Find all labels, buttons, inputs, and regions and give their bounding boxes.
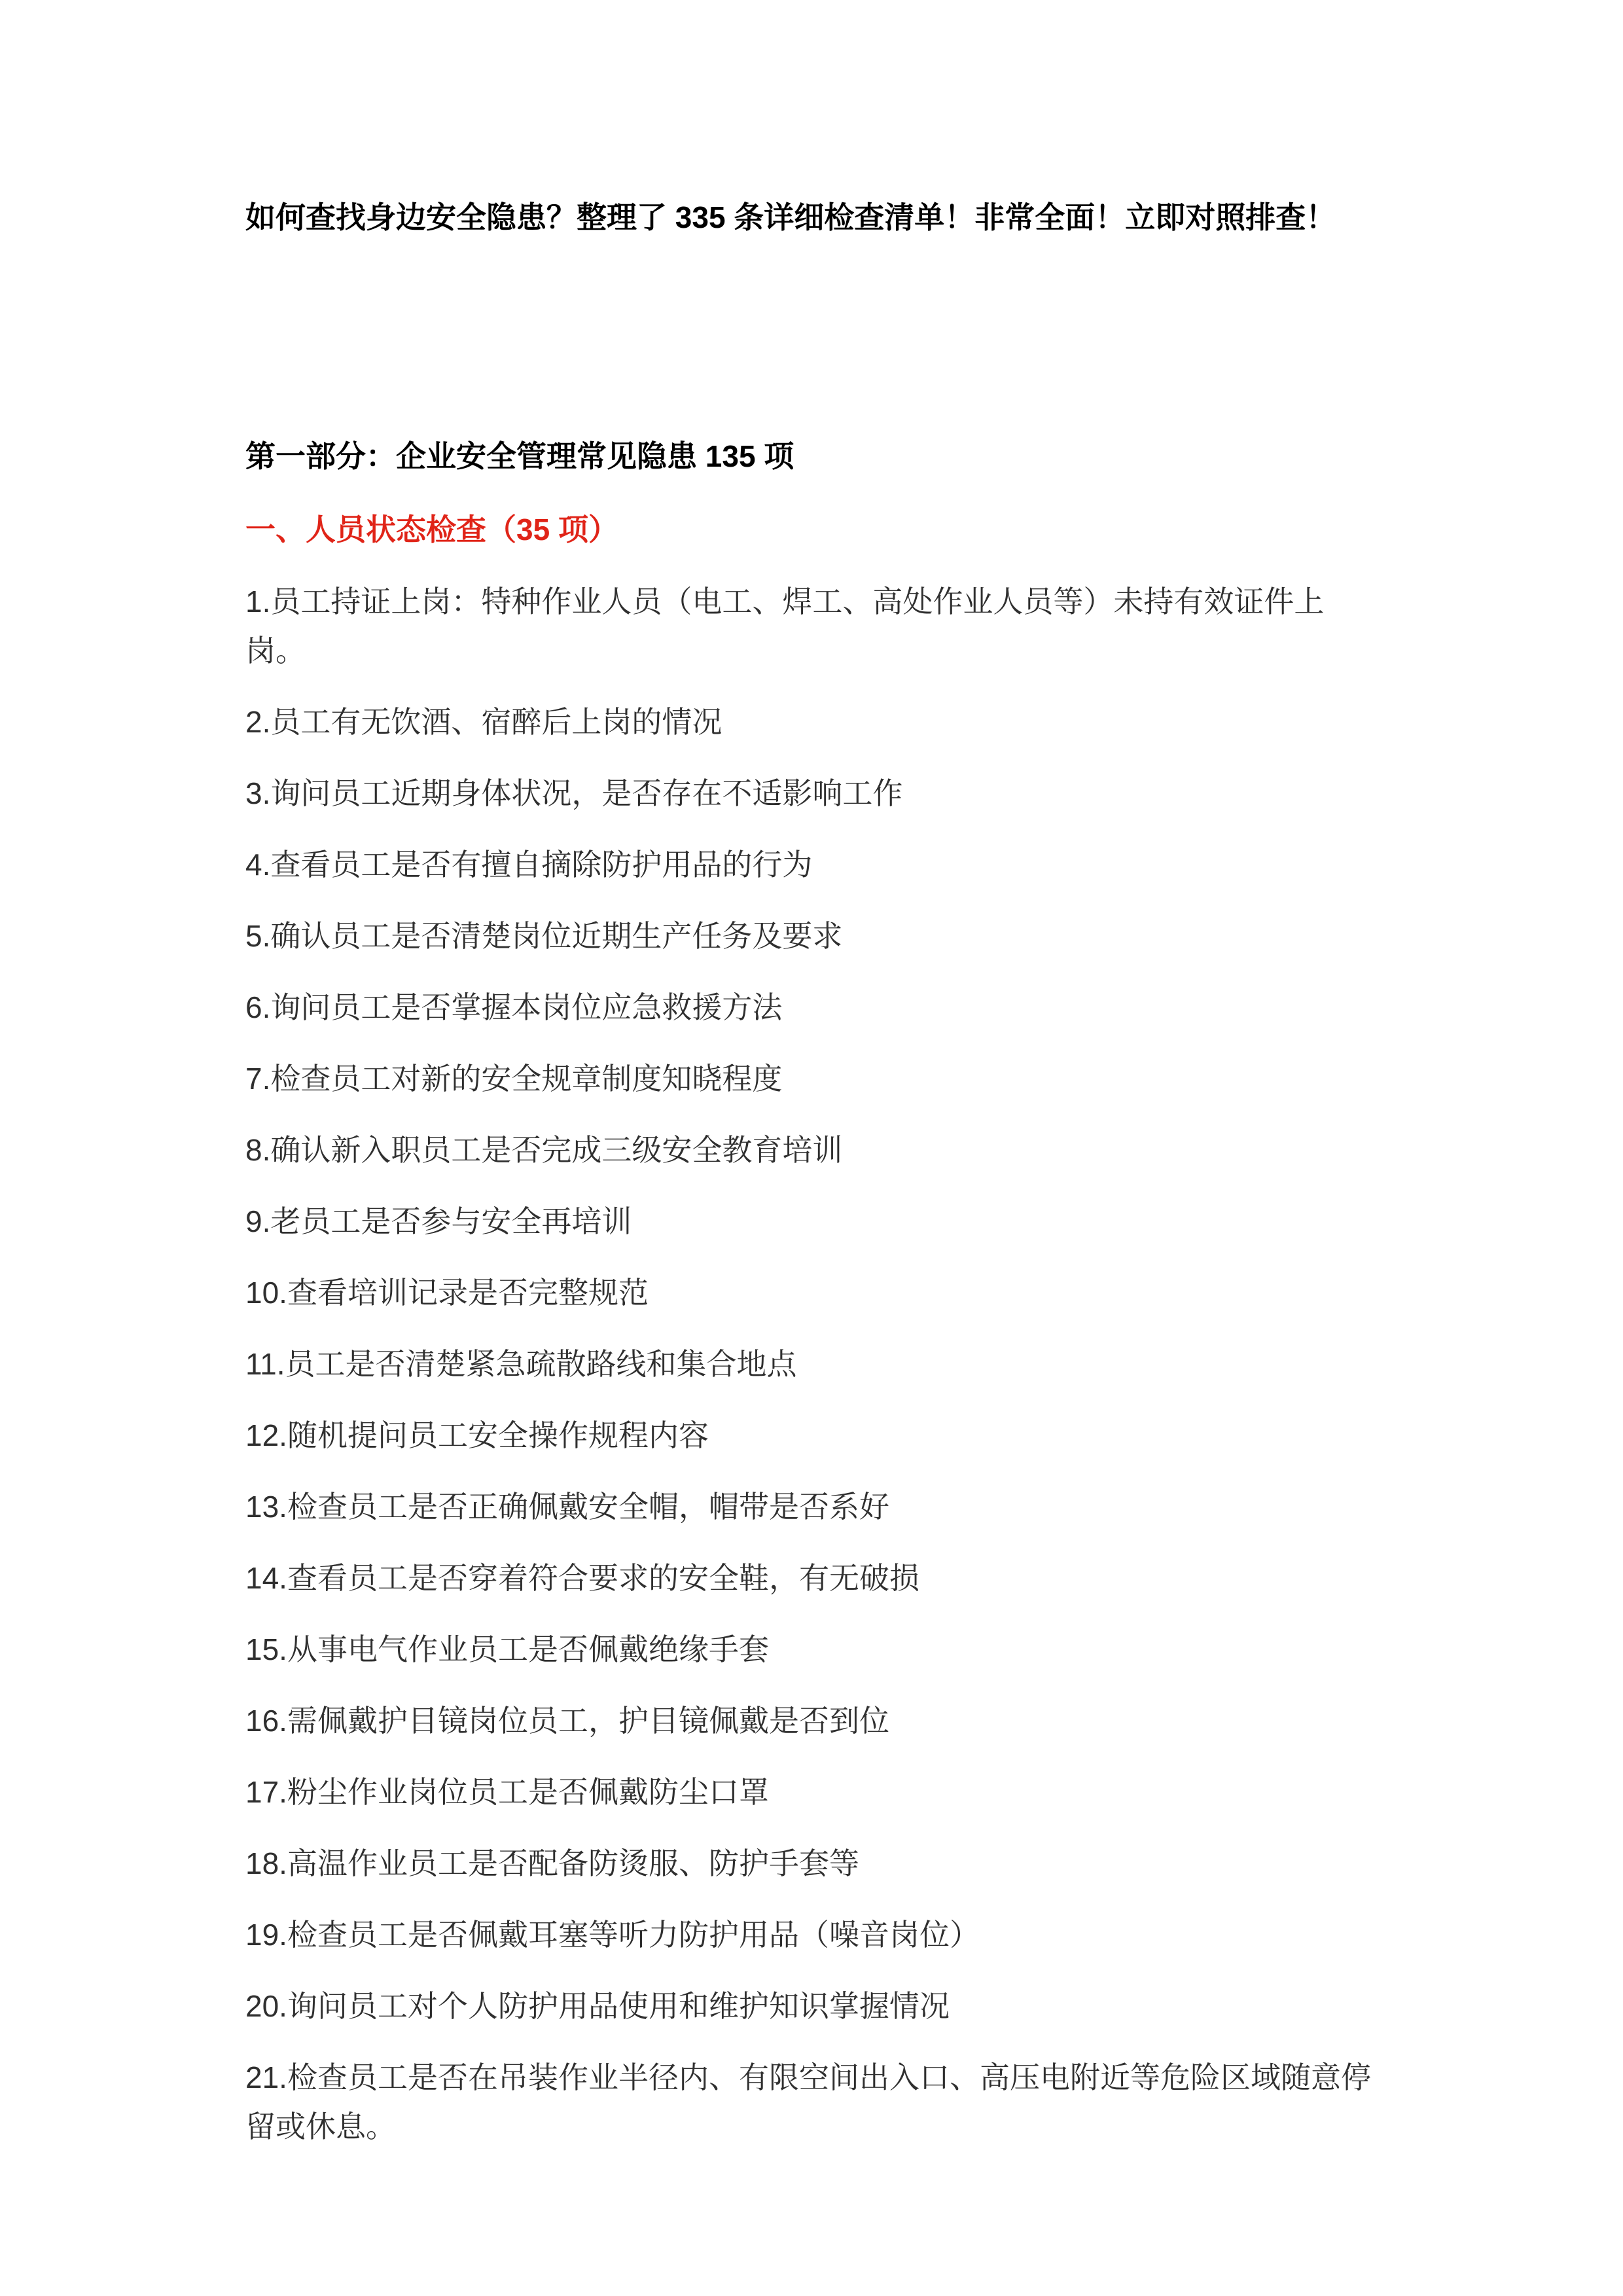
checklist-item: 17.粉尘作业岗位员工是否佩戴防尘口罩 — [245, 1775, 769, 1809]
checklist-item: 14.查看员工是否穿着符合要求的安全鞋，有无破损 — [245, 1561, 919, 1595]
checklist-item: 12.随机提问员工安全操作规程内容 — [245, 1418, 709, 1452]
checklist — [245, 577, 1378, 2151]
checklist-item: 8.确认新入职员工是否完成三级安全教育培训 — [245, 1133, 843, 1167]
checklist-item: 9.老员工是否参与安全再培训 — [245, 1204, 632, 1238]
checklist-item: 16.需佩戴护目镜岗位员工，护目镜佩戴是否到位 — [245, 1704, 889, 1738]
checklist-item: 7.检查员工对新的安全规章制度知晓程度 — [245, 1062, 783, 1096]
checklist-item: 15.从事电气作业员工是否佩戴绝缘手套 — [245, 1632, 769, 1666]
checklist-item: 21.检查员工是否在吊装作业半径内、有限空间出入口、高压电附近等危险区域随意停留或休息。 — [245, 2060, 1371, 2144]
checklist-item: 4.查看员工是否有擅自摘除防护用品的行为 — [245, 848, 813, 882]
checklist-item: 20.询问员工对个人防护用品使用和维护知识掌握情况 — [245, 1989, 950, 2023]
checklist-item: 2.员工有无饮酒、宿醉后上岗的情况 — [245, 705, 722, 739]
checklist-item: 18.高温作业员工是否配备防烫服、防护手套等 — [245, 1846, 859, 1880]
subsection-heading: 一、人员状态检查（35 项） — [245, 512, 618, 547]
document-title: 如何查找身边安全隐患？整理了 335 条详细检查清单！非常全面！立即对照排查！ — [245, 200, 1336, 234]
checklist-item: 1.员工持证上岗：特种作业人员（电工、焊工、高处作业人员等）未持有效证件上岗。 — [245, 584, 1325, 668]
checklist-item: 13.检查员工是否正确佩戴安全帽，帽带是否系好 — [245, 1490, 889, 1524]
section-heading: 第一部分：企业安全管理常见隐患 135 项 — [245, 439, 794, 473]
checklist-item: 11.员工是否清楚紧急疏散路线和集合地点 — [245, 1347, 797, 1381]
checklist-item: 6.询问员工是否掌握本岗位应急救援方法 — [245, 990, 783, 1024]
checklist-item: 5.确认员工是否清楚岗位近期生产任务及要求 — [245, 919, 843, 953]
checklist-item: 10.查看培训记录是否完整规范 — [245, 1276, 649, 1310]
checklist-item: 19.检查员工是否佩戴耳塞等听力防护用品（噪音岗位） — [245, 1918, 980, 1952]
checklist-item: 3.询问员工近期身体状况，是否存在不适影响工作 — [245, 776, 903, 810]
